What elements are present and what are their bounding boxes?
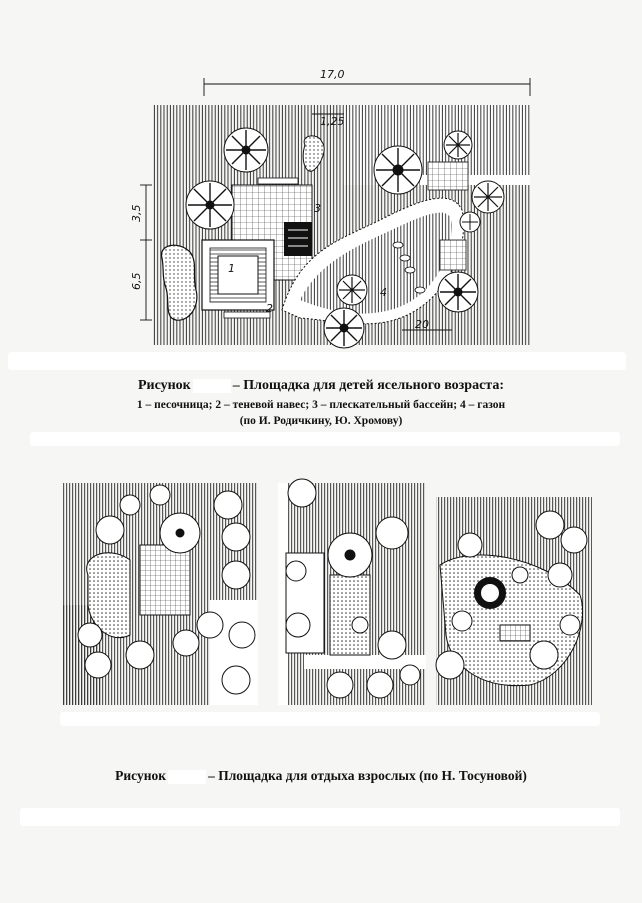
figure-1-title: – Площадка для детей ясельного возраста: (232, 378, 505, 393)
figure-1-prefix: Рисунок (137, 378, 191, 393)
figure-2-caption (0, 768, 642, 784)
dim-total-width: 17,0 (320, 68, 345, 81)
panel-c (436, 497, 592, 705)
sandbox (218, 256, 258, 294)
dim-offset-top: 1,25 (320, 115, 345, 128)
figure-1-number-blank (193, 379, 231, 393)
label-3: 3 (314, 202, 321, 215)
figure-1-caption (0, 378, 642, 394)
label-4: 4 (380, 286, 387, 299)
dim-height-lower: 6,5 (130, 272, 143, 290)
dim-height-upper: 3,5 (130, 204, 143, 222)
figure-1-legend: 1 – песочница; 2 – теневой навес; 3 – плескательный бассейн; 4 – газон (136, 399, 506, 411)
figure-2-title: – Площадка для отдыха взрослых (по Н. Тосуновой) (208, 768, 527, 783)
panel-b (278, 479, 426, 705)
figure-2-prefix: Рисунок (115, 768, 167, 783)
label-2: 2 (266, 302, 273, 315)
label-1: 1 (228, 262, 235, 275)
splash-pool (284, 222, 312, 256)
dim-bottom-right: 20 (415, 318, 429, 331)
figure-1-plan (0, 0, 642, 360)
figure-1-source: (по И. Родичкину, Ю. Хромову) (239, 415, 403, 427)
figure-2-number-blank (168, 770, 206, 784)
figure-2-plans (0, 475, 642, 715)
panel-a (62, 483, 258, 705)
